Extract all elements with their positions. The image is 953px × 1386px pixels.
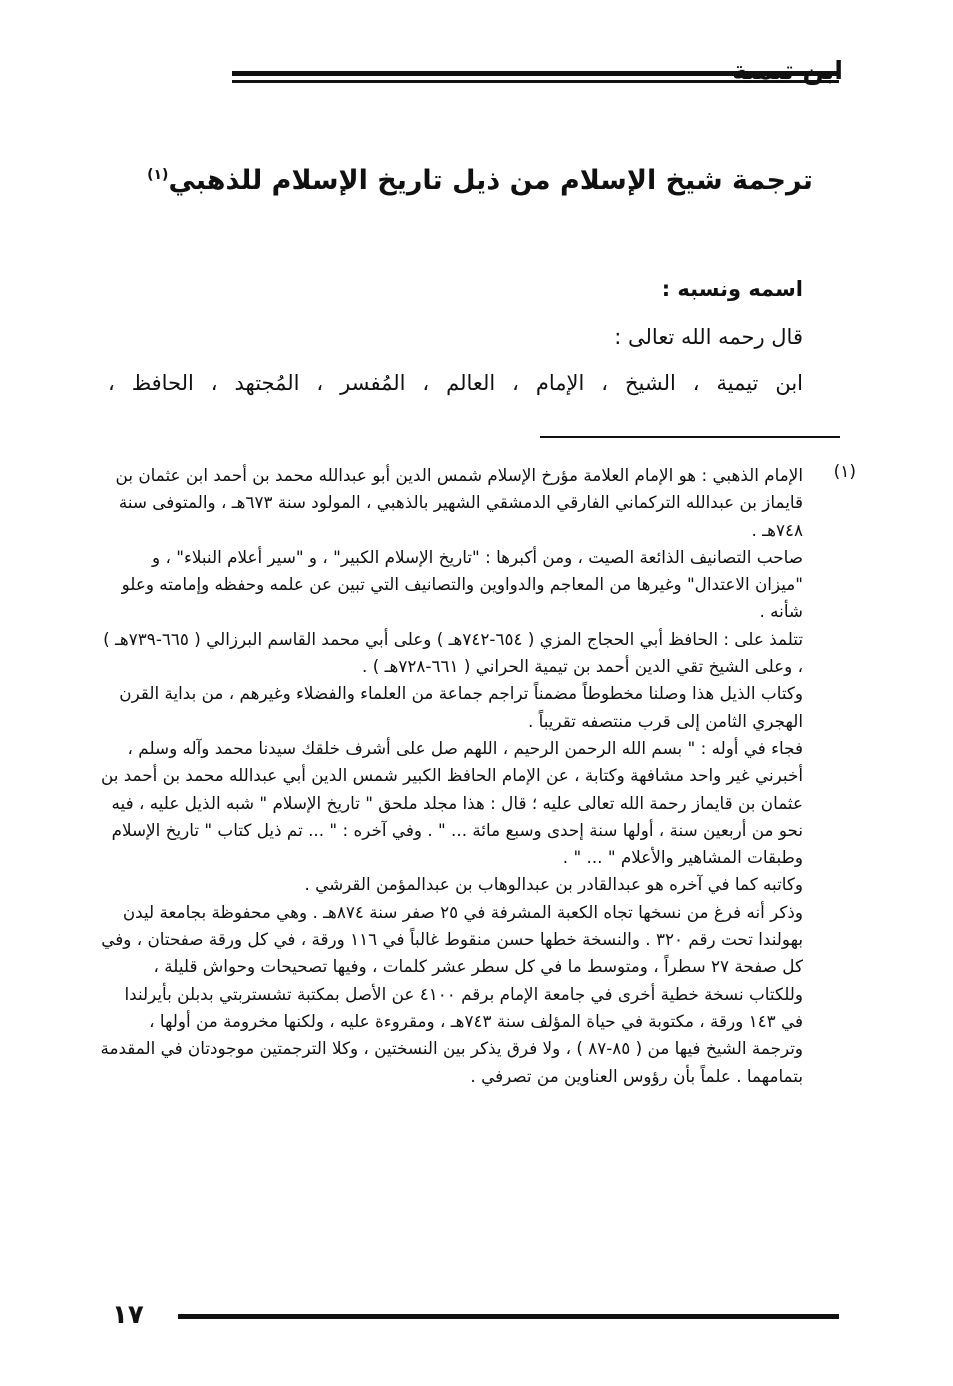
footnote-paragraph: فجاء في أوله : " بسم الله الرحمن الرحيم ، اللهم صل على أشرف خلقك سيدنا محمد وآله وسلم ، أخبرني غير واحد مشافهة وكتابة ، عن الإمام الحافظ الكبير شمس الدين أبي عبدالله محمد بن أحمد بن عثمان بن قايماز رحمة الله تعالى عليه ؛ قال : هذا مجلد ملحق " تاريخ الإسلام " شبه الذيل عليه ، فيه نحو من أربعين سنة ، أولها سنة إحدى وسبع مائة ... " . وفي آخره : " ... تم ذيل كتاب " تاريخ الإسلام وطبقات المشاهير والأعلام " ... " . — [100, 737, 803, 868]
footnote-paragraph: تتلمذ على : الحافظ أبي الحجاج المزي ( ٦٥٤-٧٤٢هـ ) وعلى أبي محمد القاسم البرزالي ( ٦٦٥-٧٣٩هـ ) ، وعلى الشيخ تقي الدين أحمد بن تيمية الحراني ( ٦٦١-٧٢٨هـ ) . — [103, 628, 803, 677]
footnote-text — [100, 462, 803, 1090]
section-heading: اسمه ونسبه : — [661, 277, 803, 301]
footnote-separator — [540, 436, 840, 438]
chapter-title-text: ترجمة شيخ الإسلام من ذيل تاريخ الإسلام للذهبي — [168, 165, 813, 196]
chapter-title — [120, 165, 840, 196]
footnote-paragraph: صاحب التصانيف الذائعة الصيت ، ومن أكبرها : "تاريخ الإسلام الكبير" ، و "سير أعلام النبلاء" ، و "ميزان الاعتدال" وغيرها من المعاجم والدواوين والتصانيف التي تبين عن علمه وحفظه وإمامته وعلو شأنه . — [121, 546, 803, 622]
footnote-reference: (١) — [147, 167, 169, 183]
footer-rule-thick — [178, 1314, 839, 1319]
names-line: ابن تيمية ، الشيخ ، الإمام ، العالم ، المُفسر ، المُجتهد ، الحافظ ، — [108, 371, 803, 395]
footnote-paragraph: وكتاب الذيل هذا وصلنا مخطوطاً مضمناً تراجم جماعة من العلماء والفضلاء وغيرهم ، من بداية القرن الهجري الثامن إلى قرب منتصفه تقريباً . — [119, 683, 803, 731]
footnote-marker: (١) — [833, 462, 856, 482]
running-title: ابن تيمية — [732, 56, 843, 85]
footnote-paragraph: الإمام الذهبي : هو الإمام العلامة مؤرخ الإسلام شمس الدين أبو عبدالله محمد بن أحمد ابن عثمان بن قايماز بن عبدالله التركماني الفارقي الدمشقي الشهير بالذهبي ، المولود سنة ٦٧٣هـ ، والمتوفى سنة ٧٤٨هـ . — [115, 465, 803, 540]
footnote-paragraph: وذكر أنه فرغ من نسخها تجاه الكعبة المشرفة في ٢٥ صفر سنة ٨٧٤هـ . وهي محفوظة بجامعة ليدن بهولندا تحت رقم ٣٢٠ . والنسخة خطها حسن منقوط غالباً في ١١٦ ورقة ، في كل ورقة صفحتان ، وفي كل صفحة ٢٧ سطراً ، ومتوسط ما في كل سطر عشر كلمات ، وفيها تصحيحات وحواش قليلة ، وللكتاب نسخة خطية أخرى في جامعة الإمام برقم ٤١٠٠ عن الأصل بمكتبة تشستربتي بدبلن بأيرلندا في ١٤٣ ورقة ، مكتوبة في حياة المؤلف سنة ٧٤٣هـ ، ومقروءة عليه ، ولكنها مخرومة من أولها ، وترجمة الشيخ فيها من ( ٨٥-٨٧ ) ، ولا فرق يذكر بين النسختين ، وكلا الترجمتين موجودتان في المقدمة بتمامهما . علماً بأن رؤوس العناوين من تصرفي . — [100, 901, 803, 1086]
page-number: ١٧ — [112, 1300, 144, 1330]
footnote-paragraph: وكاتبه كما في آخره هو عبدالقادر بن عبدالوهاب بن عبدالمؤمن القرشي . — [304, 874, 803, 895]
intro-line: قال رحمه الله تعالى : — [614, 325, 803, 349]
